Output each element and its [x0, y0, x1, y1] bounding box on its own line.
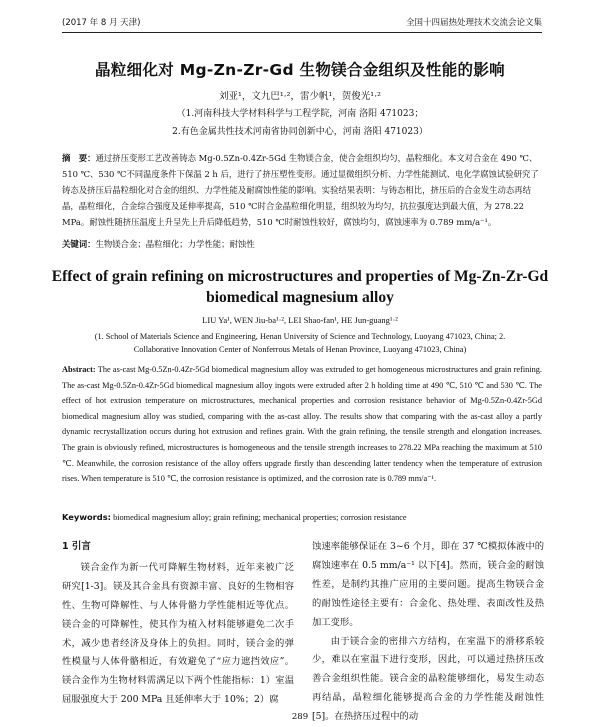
keywords-chinese: [62, 238, 542, 250]
keywords-english-label: Keywords:: [62, 512, 111, 522]
keywords-chinese-label: 关键词：: [62, 239, 96, 249]
keywords-chinese-text: 生物镁合金；晶粒细化；力学性能；耐蚀性: [95, 239, 255, 249]
abstract-english: [62, 362, 542, 487]
title-english-line-2: biomedical magnesium alloy: [206, 289, 394, 306]
body-paragraph: 由于镁合金的密排六方结构，在室温下的滑移系较少，难以在室温下进行变形，因此，可以通过热挤压改善合金组织性能。镁合金的晶粒能够细化，易发生动态再结晶，晶粒细化能够提高合金的力学性能及耐蚀性[5]。在热挤压过程中的动: [312, 635, 544, 723]
abstract-chinese-label: 摘 要：: [62, 153, 96, 163]
affiliations-english: [70, 330, 530, 356]
title-english-line-1: Effect of grain refining on microstructures and properties of Mg-Zn-Zr-Gd: [51, 268, 549, 285]
abstract-chinese-text: 通过挤压变形工艺改善铸态 Mg-0.5Zn-0.4Zr-5Gd 生物镁合金，使合金组织均匀，晶粒细化。本文对合金在 490 ℃、510 ℃、530 ℃不同温度条件下保温 2 h 后，进行了挤压塑性变形。通过显微组织分析、力学性能测试、电化学腐蚀试验研究了铸态及挤压后晶粒细化对合金的组织、力学性能及耐腐蚀性能的影响。实验结果表明：与铸态相比，挤压后的合金发生动态再结晶，晶粒细化，合金综合强度及延伸率提高，510 ℃时合金晶粒细化明显，组织较为均匀，抗拉强度达到最大值，为 278.22 MPa。耐蚀性随挤压温度上升呈先上升后降低趋势，510 ℃时耐蚀性较好，腐蚀均匀，腐蚀速率为 0.789 mm/a⁻¹。: [62, 153, 539, 227]
affiliation-chinese-1: （1.河南科技大学材料科学与工程学院，河南 洛阳 471023；: [176, 109, 424, 119]
header-proceedings-title: 全国十四届热处理技术交流会论文集: [405, 18, 542, 28]
title-english: [0, 266, 600, 308]
keywords-english-text: biomedical magnesium alloy; grain refining; mechanical properties; corrosion resistance: [113, 513, 407, 522]
body-paragraph-continued: 蚀速率能够保证在 3~6 个月，即在 37 ℃模拟体液中的腐蚀速率在 0.5 mm/a⁻¹ 以下[4]。然而，镁合金的耐蚀性差，是制约其推广应用的主要问题。提高生物镁合金的耐蚀性途径主要有：合金化、热处理、表面改性及热加工变形。: [312, 541, 544, 628]
body-column-left: [62, 538, 294, 710]
body-column-right: [312, 538, 544, 727]
running-header: [62, 14, 542, 30]
title-chinese: 晶粒细化对 Mg-Zn-Zr-Gd 生物镁合金组织及性能的影响: [95, 61, 505, 79]
authors-english: LIU Ya¹, WEN Jiu-ba¹·², LEI Shao-fan¹, HE Jun-guang¹·²: [202, 315, 398, 325]
keywords-english: [62, 512, 542, 522]
affiliation-english-1: (1. School of Materials Science and Engineering, Henan University of Science and Technology, Luoyang 471023, China; 2.: [94, 332, 506, 341]
abstract-english-text: The as-cast Mg-0.5Zn-0.4Zr-5Gd biomedical magnesium alloy was extruded to get homogeneous microstructures and grain refining. The as-cast Mg-0.5Zn-0.4Zr-5Gd biomedical magnesium alloy ingots were extruded after 2 h holding time at 490 ℃, 510 ℃ and 530 ℃. The effect of hot extrusion temperature on microstructures, mechanical properties and corrosion resistance behavior of Mg-0.5Zn-0.4Zr-5Gd biomedical magnesium alloy was studied, comparing with the as-cast alloy. The results show that comparing with the as-cast alloy a partly dynamic recrystallization occurs during hot extrusion and refines grain. With the grain refining, the tensile strength and elongation increases. The grain is obviously refined, microstructures is homogeneous and the tensile strength increases to 278.22 MPa reaching the maximum at 510 ℃. Meanwhile, the corrosion resistance of the alloy offers upgrade firstly than descending latter tendency when the temperature of extrusion rises. When temperature is 510 ℃, the corrosion resistance is optimized, and the corrosion rate is 0.789 mm/a⁻¹.: [62, 365, 542, 484]
section-heading-introduction: 1 引言: [62, 541, 91, 552]
body-paragraph: 镁合金作为新一代可降解生物材料，近年来被广泛研究[1-3]。镁及其合金具有资源丰富、良好的生物相容性、生物可降解性、与人体骨骼力学性能相近等优点。镁合金的可降解性，使其作为植入材料能够避免二次手术，减少患者经济及身体上的负担。同时，镁合金的弹性模量与人体骨骼相近，有效避免了“应力遮挡效应”。镁合金作为生物材料需满足以下两个性能指标：1）室温屈服强度大于 200 MPa 且延伸率大于 10%；2）腐: [62, 561, 294, 706]
header-date-location: (2017 年 8 月 天津): [62, 18, 141, 28]
authors-chinese: 刘亚¹，文九巴¹·²，雷少帆¹，贺俊光¹·²: [219, 91, 381, 102]
abstract-chinese: [62, 150, 542, 230]
page-number: 289: [291, 712, 309, 722]
affiliation-english-2: Collaborative Innovation Center of Nonferrous Metals of Henan Province, Luoyang 471023, China): [133, 345, 467, 354]
header-rule: [62, 32, 542, 33]
abstract-english-label: Abstract:: [62, 365, 96, 374]
affiliation-chinese-2: 2.有色金属共性技术河南省协同创新中心，河南 洛阳 471023）: [172, 127, 428, 137]
